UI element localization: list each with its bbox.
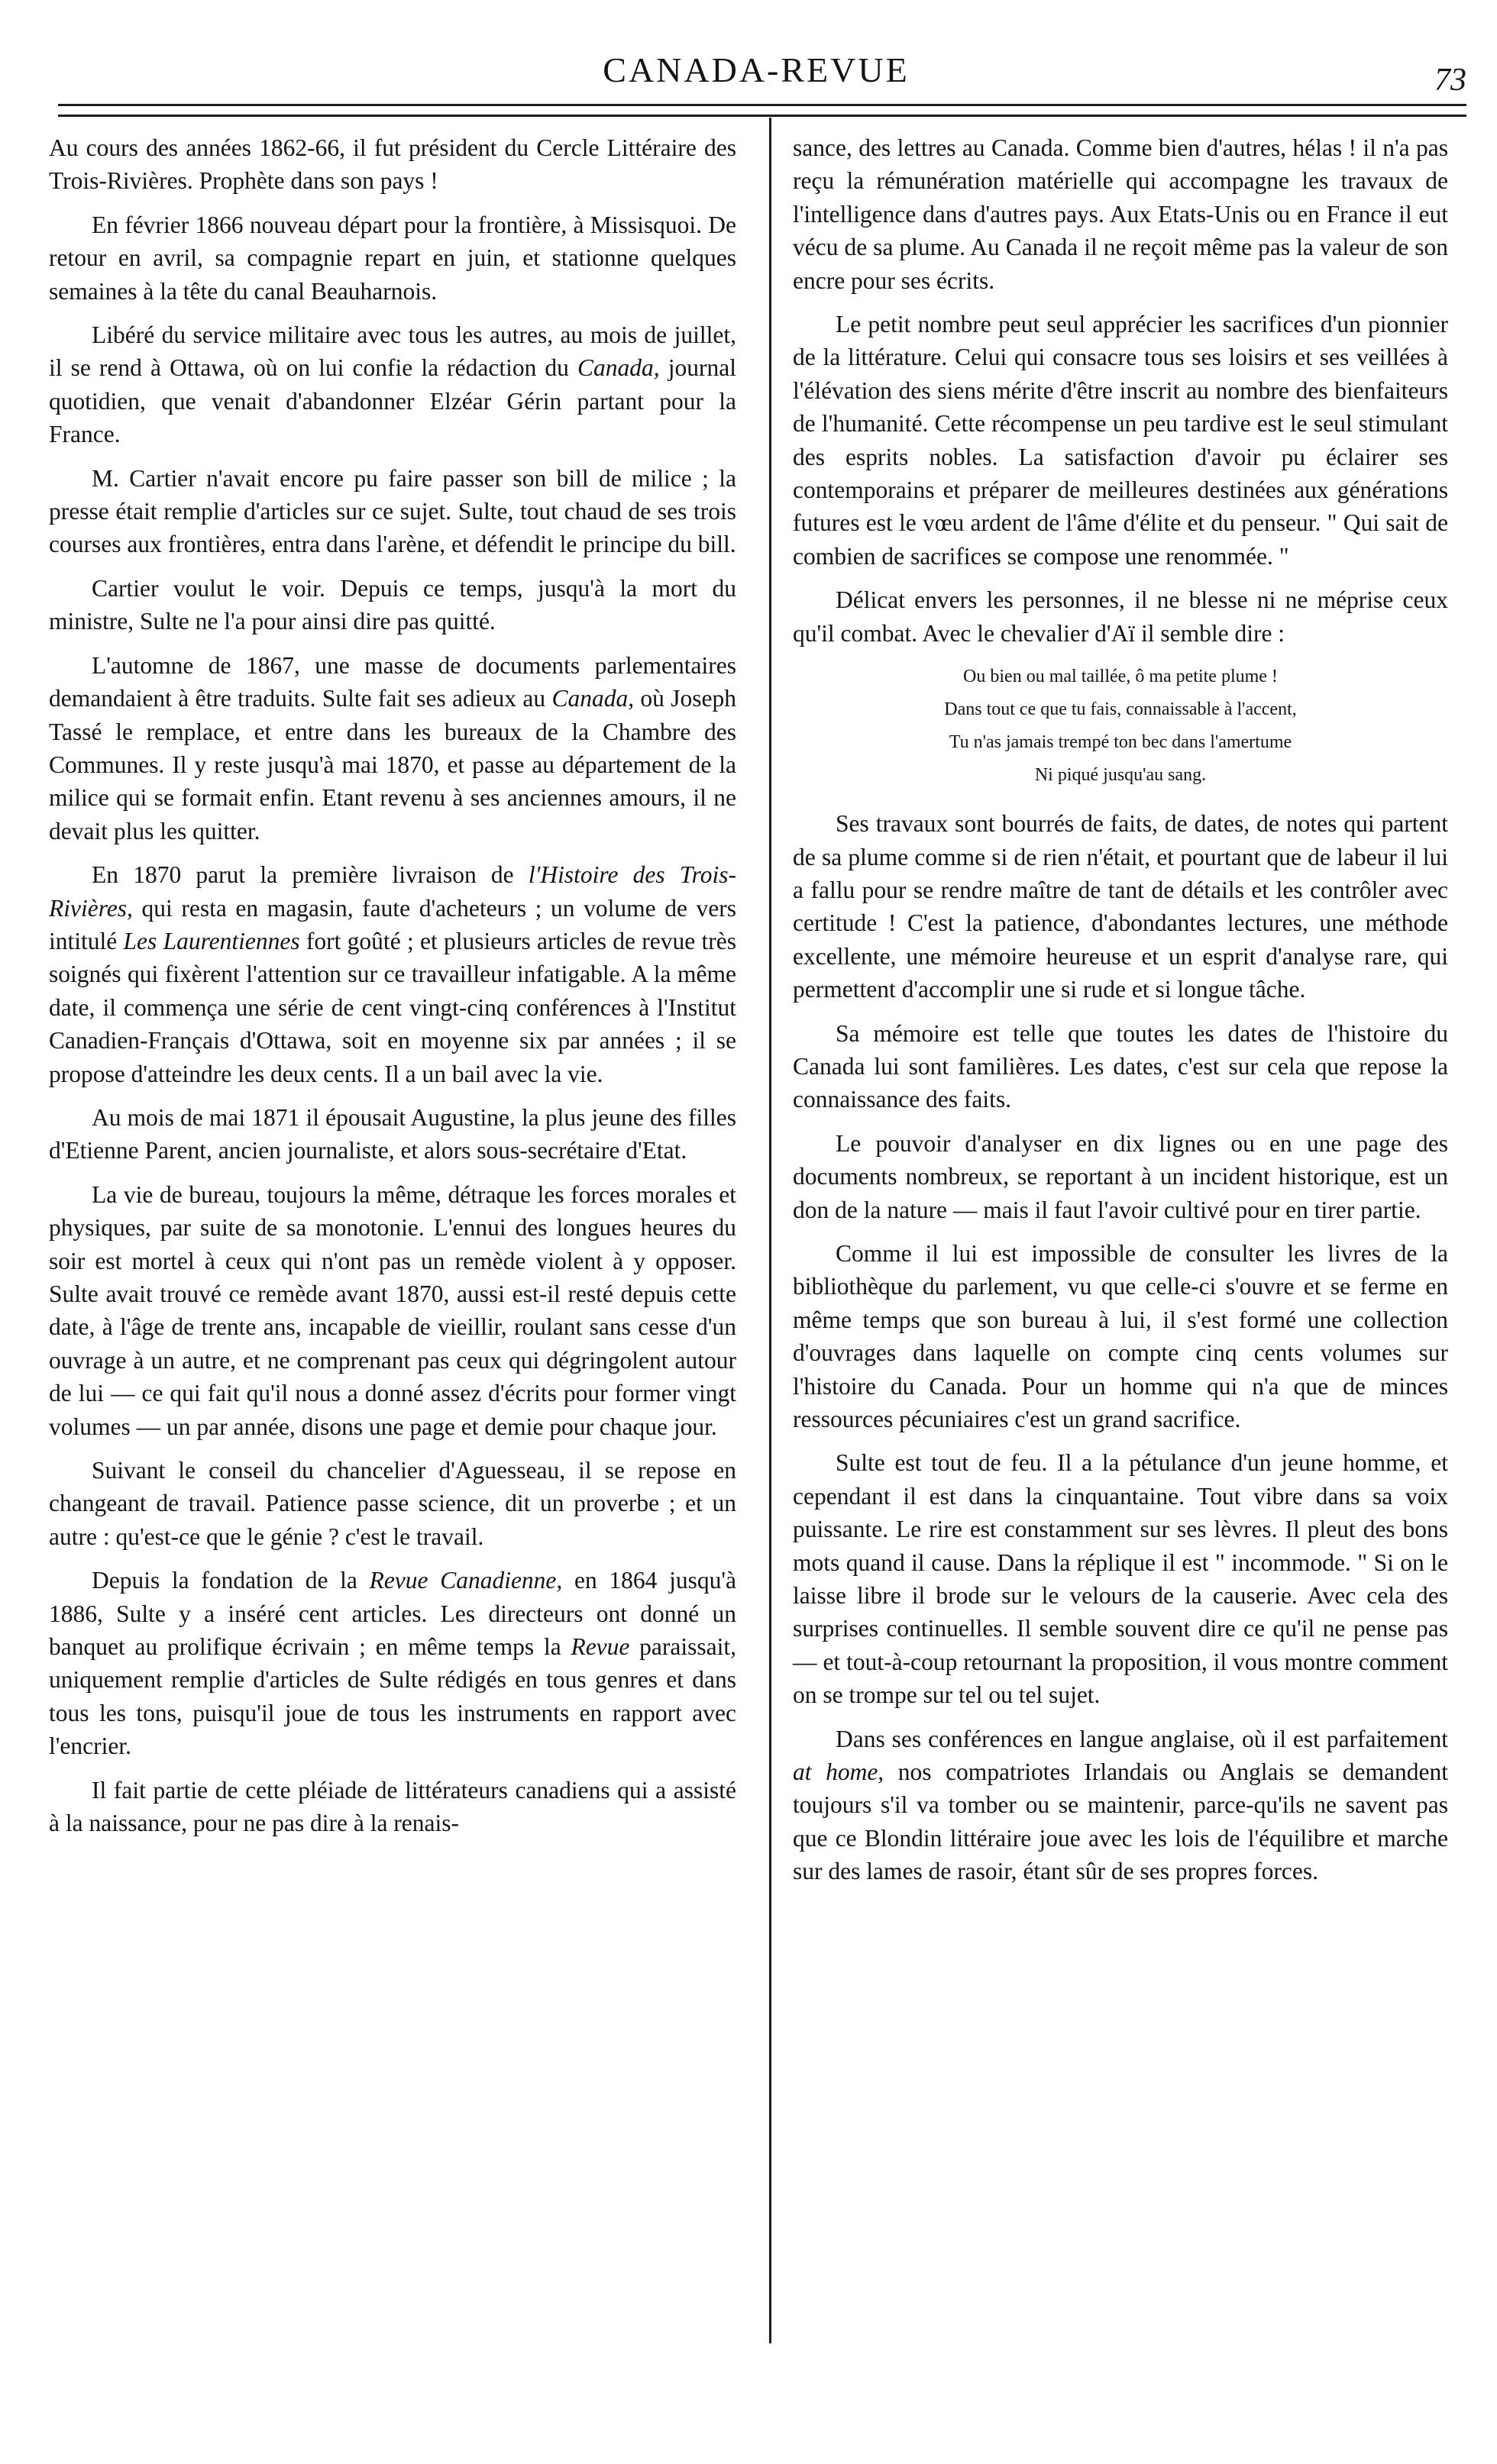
paragraph-text: journal quotidien, que venait d'abandonner Elzéar Gérin partant pour la France. [49, 354, 736, 448]
book-title: l'Histoire des Trois-Rivières, [49, 861, 736, 922]
verse-line: Dans tout ce que tu fais, connaissable à l'accent, [944, 699, 1297, 720]
paragraph-text: Dans ses conférences en langue anglaise, où il est parfaitement [836, 1725, 1448, 1752]
page-header [46, 47, 1466, 101]
paragraph-text: Suivant le conseil du chancelier d'Aguesseau, il se repose en changeant de travail. Patience passe science, dit un proverbe ; et un autre : qu'est-ce que le génie ? c'est le travail. [49, 1457, 736, 1550]
paragraph-text: Comme il lui est impossible de consulter les livres de la bibliothèque du parlement, vu que celle-ci s'ouvre et se ferme en même temps que son bureau à lui, il s'est formé une collection d'ouvrages dans laquelle on compte cinq cents volumes sur l'histoire du Canada. Pour un homme qui n'a que de minces ressources pécuniaires c'est un grand sacrifice. [793, 1239, 1448, 1432]
paragraph [793, 1017, 1448, 1116]
header-rule-bottom [58, 115, 1466, 117]
paragraph [49, 1774, 736, 1840]
paragraph-text: Sa mémoire est telle que toutes les dates de l'histoire du Canada lui sont familières. Les dates, c'est sur cela que repose la connaissance des faits. [793, 1019, 1448, 1113]
paragraph-text: en 1864 jusqu'à 1886, Sulte y a inséré cent articles. Les directeurs ont donné un banquet au prolifique écrivain ; en même temps la [49, 1567, 736, 1661]
paragraph [793, 583, 1448, 650]
column-divider [769, 118, 771, 2343]
paragraph-text: paraissait, uniquement remplie d'articles de Sulte rédigés en tous genres et dans tous les tons, puisqu'il joue de tous les instruments en rapport avec l'encrier. [49, 1633, 736, 1760]
paragraph-text: Depuis la fondation de la [92, 1567, 370, 1594]
paragraph [49, 1564, 736, 1762]
right-column [793, 131, 1448, 1899]
paragraph-text: où Joseph Tassé le remplace, et entre dans les bureaux de la Chambre des Communes. Il y reste jusqu'à mai 1870, et passe au département de la milice qui se formait enfin. Etant revenu à ses anciennes amours, il ne devait plus les quitter. [49, 685, 736, 844]
newspaper-title: Canada, [551, 685, 635, 712]
paragraph [793, 1446, 1448, 1711]
paragraph-text: Libéré du service militaire avec tous les autres, au mois de juillet, il se rend à Ottawa, où on lui confie la rédaction du [49, 321, 736, 382]
paragraph [49, 462, 736, 561]
paragraph [49, 318, 736, 451]
verse-line: Ni piqué jusqu'au sang. [1034, 765, 1207, 786]
paragraph [793, 1237, 1448, 1435]
paragraph [793, 308, 1448, 573]
verse-line: Tu n'as jamais trempé ton bec dans l'amertume [949, 732, 1292, 753]
verse-quotation [793, 660, 1448, 792]
header-rule-top [58, 104, 1466, 106]
paragraph-text: En février 1866 nouveau départ pour la frontière, à Missisquoi. De retour en avril, sa compagnie repart en juin, et stationne quelques semaines à la tête du canal Beauharnois. [49, 211, 736, 305]
paragraph [49, 131, 736, 198]
paragraph-text: M. Cartier n'avait encore pu faire passer son bill de milice ; la presse était remplie d'articles sur ce sujet. Sulte, tout chaud de ses trois courses aux frontières, entra dans l'arène, et défendit le principe du bill. [49, 464, 736, 558]
paragraph-text: Le pouvoir d'analyser en dix lignes ou en une page des documents nombreux, se reportant à un incident historique, est un don de la nature — mais il faut l'avoir cultivé pour en tirer partie. [793, 1129, 1448, 1223]
paragraph-text: Cartier voulut le voir. Depuis ce temps, jusqu'à la mort du ministre, Sulte ne l'a pour ainsi dire pas quitté. [49, 574, 736, 635]
paragraph-text: L'automne de 1867, une masse de documents parlementaires demandaient à être traduits. Sulte fait ses adieux au [49, 651, 736, 712]
paragraph [793, 807, 1448, 1006]
paragraph-text: qui resta en magasin, faute d'acheteurs ; un volume de vers intitulé [49, 894, 736, 954]
paragraph-text: Ses travaux sont bourrés de faits, de dates, de notes qui partent de sa plume comme si de rien n'était, et pourtant que de labeur il lui a fallu pour se rendre maître de tant de détails et les contrôler avec certitude ! C'est la patience, d'abondantes lectures, une méthode excellente, une mémoire heureuse et un esprit d'analyse rare, qui permettent d'accomplir une si rude et si longue tâche. [793, 810, 1448, 1003]
paragraph-text: Il fait partie de cette pléiade de littérateurs canadiens qui a assisté à la naissance, pour ne pas dire à la renais- [49, 1776, 736, 1837]
paragraph-text: Au cours des années 1862-66, il fut président du Cercle Littéraire des Trois-Rivières. Prophète dans son pays ! [49, 134, 736, 195]
paragraph-text: Le petit nombre peut seul apprécier les sacrifices d'un pionnier de la littérature. Celui qui consacre tous ses loisirs et ses veillées à l'élévation des siens mérite d'être inscrit au nombre des bienfaiteurs de l'humanité. Cette récompense un peu tardive est le seul stimulant des esprits nobles. La satisfaction d'avoir pu éclairer ses contemporains et préparer de meilleures destinées aux générations futures est le vœu ardent de l'âme d'élite et du penseur. " Qui sait de combien de sacrifices se compose une renommée. " [793, 311, 1448, 570]
book-title: Les Laurentiennes [123, 927, 300, 954]
paragraph [49, 572, 736, 638]
journal-title: Revue [571, 1633, 630, 1661]
paragraph [793, 1723, 1448, 1888]
paragraph [793, 131, 1448, 297]
page-number: 73 [1434, 63, 1466, 98]
paragraph [49, 208, 736, 308]
paragraph [49, 649, 736, 848]
paragraph-text: sance, des lettres au Canada. Comme bien d'autres, hélas ! il n'a pas reçu la rémunération matérielle qui accompagne les travaux de l'intelligence dans d'autres pays. Aux Etats-Unis ou en France il eut vécu de sa plume. Au Canada il ne reçoit même pas la valeur de son encre pour ses écrits. [793, 134, 1448, 294]
left-column [49, 131, 736, 1851]
paragraph [49, 858, 736, 1090]
paragraph-text: En 1870 parut la première livraison de [92, 861, 529, 889]
paragraph-text: fort goûté ; et plusieurs articles de revue très soignés qui fixèrent l'attention sur ce travailleur infatigable. A la même date, il commença une série de cent vingt-cinq conférences à l'Institut Canadien-Français d'Ottawa, soit en moyenne six par années ; il se propose d'atteindre les deux cents. Il a un bail avec la vie. [49, 927, 736, 1087]
emphasis: at home, [793, 1758, 884, 1786]
verse-line: Ou bien ou mal taillée, ô ma petite plume ! [963, 667, 1278, 687]
running-title: CANADA-REVUE [603, 50, 910, 89]
paragraph-text: Au mois de mai 1871 il épousait Augustine, la plus jeune des filles d'Etienne Parent, ancien journaliste, et alors sous-secrétaire d'Etat. [49, 1103, 736, 1164]
paragraph-text: nos compatriotes Irlandais ou Anglais se demandent toujours s'il va tomber ou se maintenir, parce-qu'ils ne savent pas que ce Blondin littéraire joue avec les lois de l'équilibre et marche sur des lames de rasoir, étant sûr de ses propres forces. [793, 1758, 1449, 1885]
paragraph [49, 1178, 736, 1443]
paragraph [49, 1454, 736, 1553]
paragraph-text: Sulte est tout de feu. Il a la pétulance d'un jeune homme, et cependant il est dans la cinquantaine. Tout vibre dans sa voix puissante. Le rire est constamment sur ses lèvres. Il pleut des bons mots quand il cause. Dans la réplique il est " incommode. " Si on le laisse libre il brode sur le velours de la causerie. Avec cela des surprises continuelles. Il semble souvent dire ce qu'il ne pense pas — et tout-à-coup retournant la proposition, il vous montre comment on se trompe sur tel ou tel sujet. [793, 1449, 1448, 1709]
paragraph [793, 1127, 1448, 1226]
paragraph-text: La vie de bureau, toujours la même, détraque les forces morales et physiques, par suite de sa monotonie. L'ennui des longues heures du soir est mortel à ceux qui n'ont pas un remède violent à y opposer. Sulte avait trouvé ce remède avant 1870, aussi est-il resté depuis cette date, à l'âge de trente ans, incapable de vieillir, roulant sans cesse d'un ouvrage à un autre, et ne comprenant pas ceux qui dégringolent autour de lui — ce qui fait qu'il nous a donné assez d'écrits pour former vingt volumes — un par année, disons une page et demie pour chaque jour. [49, 1180, 736, 1440]
paragraph [49, 1101, 736, 1167]
newspaper-title: Canada, [577, 354, 660, 382]
journal-title: Revue Canadienne, [369, 1567, 563, 1594]
paragraph-text: Délicat envers les personnes, il ne blesse ni ne méprise ceux qu'il combat. Avec le chevalier d'Aï il semble dire : [793, 586, 1448, 647]
